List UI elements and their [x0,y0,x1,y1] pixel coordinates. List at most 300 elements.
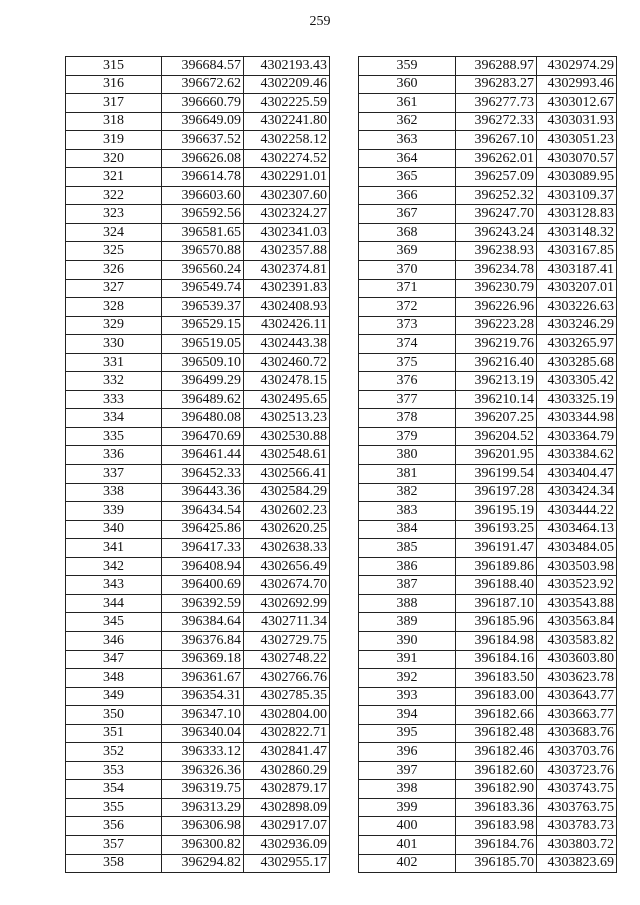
point-number-cell: 377 [359,390,456,409]
point-number-cell: 321 [66,168,162,187]
coordinate-x-cell: 396277.73 [456,94,537,113]
coordinate-y-cell: 4303207.01 [537,279,617,298]
table-row [66,724,330,743]
coordinate-y-cell: 4302225.59 [244,94,330,113]
point-number-cell: 347 [66,650,162,669]
table-row [66,149,330,168]
coordinate-x-cell: 396392.59 [162,594,244,613]
point-number-cell: 397 [359,761,456,780]
table-row [66,520,330,539]
coordinate-x-cell: 396272.33 [456,112,537,131]
coordinate-y-cell: 4302193.43 [244,57,330,76]
coordinate-y-cell: 4303543.88 [537,594,617,613]
coordinate-y-cell: 4303803.72 [537,835,617,854]
point-number-cell: 348 [66,669,162,688]
coordinate-x-cell: 396193.25 [456,520,537,539]
coordinate-y-cell: 4302674.70 [244,576,330,595]
coordinate-x-cell: 396283.27 [456,75,537,94]
point-number-cell: 328 [66,298,162,317]
coordinate-x-cell: 396191.47 [456,539,537,558]
point-number-cell: 330 [66,335,162,354]
coordinate-x-cell: 396197.28 [456,483,537,502]
table-row [66,854,330,873]
coordinate-x-cell: 396384.64 [162,613,244,632]
coordinate-x-cell: 396452.33 [162,465,244,484]
coordinate-y-cell: 4302711.34 [244,613,330,632]
point-number-cell: 316 [66,75,162,94]
coordinate-y-cell: 4303663.77 [537,706,617,725]
table-row [66,57,330,76]
table-row [66,687,330,706]
coordinate-x-cell: 396243.24 [456,223,537,242]
table-row [66,372,330,391]
coordinate-x-cell: 396626.08 [162,149,244,168]
point-number-cell: 370 [359,261,456,280]
table-row [66,409,330,428]
point-number-cell: 379 [359,427,456,446]
table-row [359,335,617,354]
table-row [66,242,330,261]
table-row [359,761,617,780]
point-number-cell: 322 [66,186,162,205]
point-number-cell: 319 [66,131,162,150]
page-number: 259 [309,14,331,29]
table-row [359,743,617,762]
coordinate-y-cell: 4303583.82 [537,631,617,650]
coordinate-x-cell: 396354.31 [162,687,244,706]
coordinate-x-cell: 396434.54 [162,502,244,521]
coordinate-y-cell: 4303051.23 [537,131,617,150]
point-number-cell: 390 [359,631,456,650]
point-number-cell: 380 [359,446,456,465]
coordinate-x-cell: 396226.96 [456,298,537,317]
table-row [359,576,617,595]
coordinate-y-cell: 4302391.83 [244,279,330,298]
point-number-cell: 362 [359,112,456,131]
coordinate-y-cell: 4303031.93 [537,112,617,131]
coordinate-y-cell: 4302341.03 [244,223,330,242]
table-row [359,446,617,465]
coordinate-x-cell: 396319.75 [162,780,244,799]
coordinate-x-cell: 396216.40 [456,353,537,372]
table-row [359,650,617,669]
point-number-cell: 391 [359,650,456,669]
point-number-cell: 326 [66,261,162,280]
point-number-cell: 338 [66,483,162,502]
table-row [66,576,330,595]
point-number-cell: 396 [359,743,456,762]
table-row [66,743,330,762]
coordinate-y-cell: 4302917.07 [244,817,330,836]
point-number-cell: 358 [66,854,162,873]
point-number-cell: 373 [359,316,456,335]
coordinate-x-cell: 396213.19 [456,372,537,391]
coordinate-y-cell: 4302656.49 [244,557,330,576]
coordinate-y-cell: 4302258.12 [244,131,330,150]
point-number-cell: 349 [66,687,162,706]
coordinate-x-cell: 396184.76 [456,835,537,854]
coordinate-x-cell: 396210.14 [456,390,537,409]
coordinate-x-cell: 396313.29 [162,798,244,817]
point-number-cell: 381 [359,465,456,484]
point-number-cell: 393 [359,687,456,706]
coordinate-y-cell: 4302478.15 [244,372,330,391]
table-row [66,650,330,669]
point-number-cell: 340 [66,520,162,539]
table-row [66,131,330,150]
point-number-cell: 356 [66,817,162,836]
point-number-cell: 351 [66,724,162,743]
table-row [359,298,617,317]
coordinate-y-cell: 4302274.52 [244,149,330,168]
point-number-cell: 366 [359,186,456,205]
table-row [66,706,330,725]
table-row [359,780,617,799]
coordinate-x-cell: 396570.88 [162,242,244,261]
point-number-cell: 367 [359,205,456,224]
coordinate-x-cell: 396185.70 [456,854,537,873]
coordinate-x-cell: 396182.60 [456,761,537,780]
table-row [359,131,617,150]
coordinate-y-cell: 4303012.67 [537,94,617,113]
coordinate-x-cell: 396489.62 [162,390,244,409]
coordinate-y-cell: 4302785.35 [244,687,330,706]
table-row [66,316,330,335]
coordinate-y-cell: 4302548.61 [244,446,330,465]
coordinate-y-cell: 4303089.95 [537,168,617,187]
point-number-cell: 387 [359,576,456,595]
coordinate-y-cell: 4302729.75 [244,631,330,650]
coordinate-x-cell: 396184.98 [456,631,537,650]
coordinate-y-cell: 4303226.63 [537,298,617,317]
point-number-cell: 374 [359,335,456,354]
table-row [359,465,617,484]
table-row [66,353,330,372]
coordinate-y-cell: 4302692.99 [244,594,330,613]
table-row [359,149,617,168]
coordinate-x-cell: 396581.65 [162,223,244,242]
table-row [66,205,330,224]
coordinate-x-cell: 396252.32 [456,186,537,205]
table-row [66,539,330,558]
table-row [359,817,617,836]
coordinate-x-cell: 396234.78 [456,261,537,280]
table-row [66,594,330,613]
point-number-cell: 342 [66,557,162,576]
point-number-cell: 372 [359,298,456,317]
coordinate-y-cell: 4303723.76 [537,761,617,780]
point-number-cell: 384 [359,520,456,539]
coordinate-x-cell: 396400.69 [162,576,244,595]
point-number-cell: 401 [359,835,456,854]
coordinate-y-cell: 4302443.38 [244,335,330,354]
coordinate-y-cell: 4302620.25 [244,520,330,539]
point-number-cell: 331 [66,353,162,372]
point-number-cell: 335 [66,427,162,446]
coordinate-y-cell: 4303523.92 [537,576,617,595]
coordinate-x-cell: 396637.52 [162,131,244,150]
coordinate-x-cell: 396288.97 [456,57,537,76]
coordinate-y-cell: 4303783.73 [537,817,617,836]
coordinate-x-cell: 396461.44 [162,446,244,465]
coordinate-x-cell: 396247.70 [456,205,537,224]
coordinate-y-cell: 4303683.76 [537,724,617,743]
coordinate-y-cell: 4302374.81 [244,261,330,280]
point-number-cell: 399 [359,798,456,817]
coordinate-y-cell: 4302993.46 [537,75,617,94]
table-row [66,279,330,298]
table-row [66,483,330,502]
table-row [359,798,617,817]
point-number-cell: 318 [66,112,162,131]
point-number-cell: 383 [359,502,456,521]
table-row [359,390,617,409]
point-number-cell: 334 [66,409,162,428]
table-row [359,261,617,280]
coordinate-y-cell: 4303424.34 [537,483,617,502]
table-row [66,817,330,836]
table-row [359,316,617,335]
coordinate-x-cell: 396519.05 [162,335,244,354]
table-row [359,353,617,372]
table-row [66,465,330,484]
coordinate-y-cell: 4303763.75 [537,798,617,817]
coordinate-y-cell: 4302307.60 [244,186,330,205]
coordinate-x-cell: 396376.84 [162,631,244,650]
coordinate-x-cell: 396187.10 [456,594,537,613]
table-row [359,242,617,261]
table-row [359,520,617,539]
coordinate-y-cell: 4302513.23 [244,409,330,428]
point-number-cell: 329 [66,316,162,335]
point-number-cell: 339 [66,502,162,521]
coordinate-x-cell: 396549.74 [162,279,244,298]
coordinate-x-cell: 396347.10 [162,706,244,725]
coordinate-y-cell: 4302241.80 [244,112,330,131]
coordinate-y-cell: 4302638.33 [244,539,330,558]
coordinate-y-cell: 4303109.37 [537,186,617,205]
point-number-cell: 382 [359,483,456,502]
point-number-cell: 337 [66,465,162,484]
coordinate-x-cell: 396262.01 [456,149,537,168]
point-number-cell: 392 [359,669,456,688]
coordinate-y-cell: 4302841.47 [244,743,330,762]
point-number-cell: 365 [359,168,456,187]
coordinate-y-cell: 4302860.29 [244,761,330,780]
coordinate-y-cell: 4303148.32 [537,223,617,242]
point-number-cell: 343 [66,576,162,595]
table-row [359,483,617,502]
table-row [359,631,617,650]
coordinate-x-cell: 396470.69 [162,427,244,446]
coordinate-y-cell: 4302324.27 [244,205,330,224]
point-number-cell: 378 [359,409,456,428]
coordinate-x-cell: 396183.00 [456,687,537,706]
point-number-cell: 400 [359,817,456,836]
coordinate-x-cell: 396443.36 [162,483,244,502]
table-row [359,706,617,725]
point-number-cell: 376 [359,372,456,391]
coordinate-x-cell: 396425.86 [162,520,244,539]
coordinate-x-cell: 396182.48 [456,724,537,743]
point-number-cell: 363 [359,131,456,150]
coordinate-y-cell: 4303404.47 [537,465,617,484]
coordinate-y-cell: 4302804.00 [244,706,330,725]
coordinate-x-cell: 396204.52 [456,427,537,446]
coordinate-x-cell: 396417.33 [162,539,244,558]
point-number-cell: 361 [359,94,456,113]
coordinate-x-cell: 396369.18 [162,650,244,669]
table-row [359,557,617,576]
table-row [66,75,330,94]
point-number-cell: 388 [359,594,456,613]
point-number-cell: 315 [66,57,162,76]
table-row [359,112,617,131]
coordinate-y-cell: 4303384.62 [537,446,617,465]
table-row [66,502,330,521]
coordinate-y-cell: 4303623.78 [537,669,617,688]
coordinate-y-cell: 4303325.19 [537,390,617,409]
coordinate-x-cell: 396306.98 [162,817,244,836]
coordinate-x-cell: 396649.09 [162,112,244,131]
table-row [66,669,330,688]
coordinate-x-cell: 396185.96 [456,613,537,632]
point-number-cell: 336 [66,446,162,465]
table-row [359,669,617,688]
coordinate-y-cell: 4303246.29 [537,316,617,335]
table-row [66,780,330,799]
coordinate-y-cell: 4303285.68 [537,353,617,372]
table-row [66,798,330,817]
point-number-cell: 357 [66,835,162,854]
coordinate-y-cell: 4302822.71 [244,724,330,743]
point-number-cell: 350 [66,706,162,725]
coordinate-x-cell: 396408.94 [162,557,244,576]
point-number-cell: 352 [66,743,162,762]
table-row [359,186,617,205]
coordinate-x-cell: 396660.79 [162,94,244,113]
coordinate-y-cell: 4303823.69 [537,854,617,873]
coordinate-x-cell: 396509.10 [162,353,244,372]
table-row [359,502,617,521]
table-row [66,261,330,280]
coordinate-x-cell: 396182.90 [456,780,537,799]
point-number-cell: 394 [359,706,456,725]
coordinate-y-cell: 4303503.98 [537,557,617,576]
coordinate-y-cell: 4303305.42 [537,372,617,391]
coordinate-y-cell: 4302766.76 [244,669,330,688]
point-number-cell: 341 [66,539,162,558]
coordinate-x-cell: 396223.28 [456,316,537,335]
table-row [66,94,330,113]
coordinate-x-cell: 396499.29 [162,372,244,391]
coordinate-x-cell: 396201.95 [456,446,537,465]
table-row [66,112,330,131]
coordinate-y-cell: 4303603.80 [537,650,617,669]
table-row [66,835,330,854]
coordinate-y-cell: 4303070.57 [537,149,617,168]
table-row [359,75,617,94]
table-row [66,761,330,780]
coordinate-y-cell: 4302955.17 [244,854,330,873]
table-row [359,854,617,873]
coordinate-y-cell: 4302291.01 [244,168,330,187]
coordinate-x-cell: 396592.56 [162,205,244,224]
coordinate-y-cell: 4302879.17 [244,780,330,799]
table-row [359,168,617,187]
coordinate-x-cell: 396182.66 [456,706,537,725]
coordinate-y-cell: 4303643.77 [537,687,617,706]
point-number-cell: 375 [359,353,456,372]
coordinate-x-cell: 396539.37 [162,298,244,317]
coordinate-x-cell: 396333.12 [162,743,244,762]
table-row [66,631,330,650]
table-row [66,390,330,409]
point-number-cell: 317 [66,94,162,113]
table-row [359,223,617,242]
coordinate-y-cell: 4302460.72 [244,353,330,372]
coordinate-x-cell: 396672.62 [162,75,244,94]
point-number-cell: 359 [359,57,456,76]
point-number-cell: 323 [66,205,162,224]
table-row [66,557,330,576]
point-number-cell: 368 [359,223,456,242]
point-number-cell: 320 [66,149,162,168]
coordinate-x-cell: 396199.54 [456,465,537,484]
table-row [66,298,330,317]
point-number-cell: 355 [66,798,162,817]
point-number-cell: 344 [66,594,162,613]
table-row [359,613,617,632]
table-row [359,57,617,76]
table-row [359,427,617,446]
coordinate-x-cell: 396183.36 [456,798,537,817]
coordinate-y-cell: 4303743.75 [537,780,617,799]
coordinate-y-cell: 4302426.11 [244,316,330,335]
coordinate-y-cell: 4302408.93 [244,298,330,317]
coordinate-y-cell: 4302357.88 [244,242,330,261]
table-row [359,205,617,224]
table-row [359,372,617,391]
point-number-cell: 353 [66,761,162,780]
coordinate-y-cell: 4303563.84 [537,613,617,632]
point-number-cell: 389 [359,613,456,632]
coordinates-table-left [65,56,330,873]
coordinate-x-cell: 396183.50 [456,669,537,688]
point-number-cell: 332 [66,372,162,391]
coordinate-x-cell: 396188.40 [456,576,537,595]
coordinate-x-cell: 396480.08 [162,409,244,428]
table-row [359,594,617,613]
coordinate-y-cell: 4302566.41 [244,465,330,484]
point-number-cell: 395 [359,724,456,743]
point-number-cell: 385 [359,539,456,558]
coordinate-x-cell: 396614.78 [162,168,244,187]
table-row [359,279,617,298]
point-number-cell: 364 [359,149,456,168]
point-number-cell: 398 [359,780,456,799]
coordinate-x-cell: 396195.19 [456,502,537,521]
coordinate-y-cell: 4303484.05 [537,539,617,558]
table-row [359,724,617,743]
coordinate-x-cell: 396230.79 [456,279,537,298]
table-row [66,168,330,187]
coordinate-x-cell: 396684.57 [162,57,244,76]
point-number-cell: 354 [66,780,162,799]
coordinate-y-cell: 4303187.41 [537,261,617,280]
coordinate-x-cell: 396300.82 [162,835,244,854]
coordinate-x-cell: 396267.10 [456,131,537,150]
